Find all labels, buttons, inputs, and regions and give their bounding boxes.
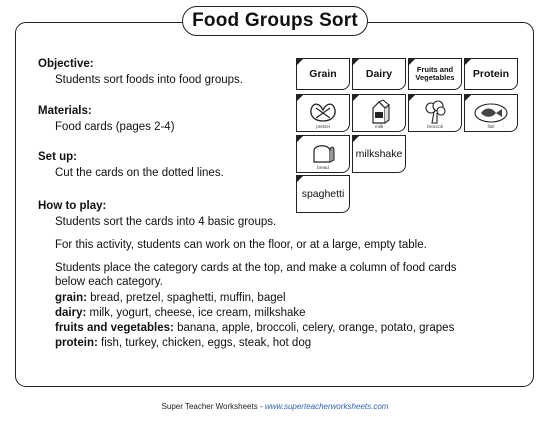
food-caption: milk [375, 124, 383, 129]
group-protein [55, 336, 311, 350]
footer-brand: Super Teacher Worksheets - [161, 402, 265, 411]
setup-label: Set up: [38, 151, 77, 163]
food-caption: pretzel [316, 124, 330, 129]
category-card-fruits-vegetables [408, 58, 462, 90]
howto-para-3a: Students place the category cards at the top, and make a column of food cards [55, 262, 457, 274]
milk-carton-icon [364, 99, 394, 125]
howto-para-2: For this activity, students can work on the floor, or at a large, empty table. [55, 239, 427, 251]
category-label: Fruits and Vegetables [415, 64, 455, 82]
category-label: Dairy [365, 68, 393, 80]
group-dairy [55, 306, 306, 320]
category-card-grain [296, 58, 350, 90]
food-caption: broccoli [427, 124, 443, 129]
group-name: grain: [55, 292, 87, 304]
group-items: banana, apple, broccoli, celery, orange, potato, grapes [177, 322, 455, 334]
group-grain [55, 291, 286, 305]
footer-url[interactable]: www.superteacherworksheets.com [264, 402, 389, 411]
category-label: Protein [472, 68, 510, 80]
group-items: fish, turkey, chicken, eggs, steak, hot dog [101, 337, 312, 349]
food-card-spaghetti [296, 175, 350, 213]
objective-label: Objective: [38, 58, 94, 70]
category-label: Grain [309, 68, 337, 80]
fish-icon [472, 99, 510, 125]
pretzel-icon [306, 99, 340, 125]
howto-para-3b: below each category. [55, 276, 163, 288]
food-card-fish [464, 94, 518, 132]
footer [0, 402, 550, 411]
food-card-milkshake [352, 135, 406, 173]
food-card-milk [352, 94, 406, 132]
howto-para-1: Students sort the cards into 4 basic groups. [55, 216, 277, 228]
group-name: dairy: [55, 307, 87, 319]
group-name: fruits and vegetables: [55, 322, 174, 334]
objective-text: Students sort foods into food groups. [55, 74, 243, 86]
materials-text: Food cards (pages 2-4) [55, 121, 175, 133]
page-title: Food Groups Sort [182, 6, 368, 36]
bread-icon [308, 140, 338, 166]
food-card-broccoli [408, 94, 462, 132]
group-items: bread, pretzel, spaghetti, muffin, bagel [90, 292, 286, 304]
food-card-pretzel [296, 94, 350, 132]
howto-label: How to play: [38, 200, 107, 212]
materials-label: Materials: [38, 105, 92, 117]
food-card-bread [296, 135, 350, 173]
category-card-protein [464, 58, 518, 90]
food-caption: bread [317, 165, 329, 170]
setup-text: Cut the cards on the dotted lines. [55, 167, 224, 179]
food-word: milkshake [355, 148, 403, 160]
food-word: spaghetti [301, 188, 345, 200]
category-card-dairy [352, 58, 406, 90]
broccoli-icon [420, 99, 450, 125]
food-caption: fish [487, 124, 495, 129]
group-items: milk, yogurt, cheese, ice cream, milkshake [89, 307, 306, 319]
group-fruits-vegetables [55, 321, 454, 335]
group-name: protein: [55, 337, 98, 349]
